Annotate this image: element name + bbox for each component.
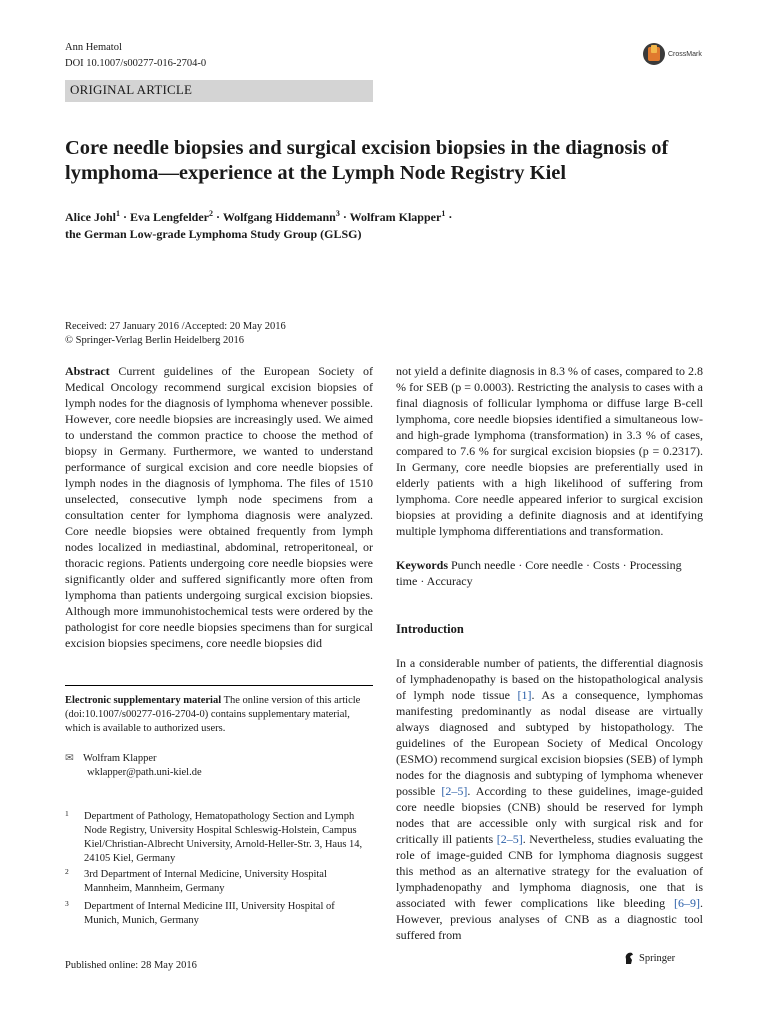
- study-group: the German Low-grade Lymphoma Study Group (GLSG): [65, 227, 362, 241]
- affiliation-number: 3: [65, 899, 69, 908]
- springer-horse-icon: [623, 952, 635, 965]
- abstract-right: not yield a definite diagnosis in 8.3 % of cases, compared to 2.8 % for SEB (p = 0.0003). Restricting the analysis to cases with a final diagnosis of follicular lymphoma or diffuse large B-cell lymphoma, core needle biopsies identified a simultaneous low- and high-grade lymphoma (transformation) in 3.3 % of cases, compared to 7.6 % for surgical excision biopsies (p = 0.2317). In Germany, core needle biopsies are preferentially used in elderly patients with a high likelihood of suffering from lymphoma. Core needle appeared inferior to surgical excision biopsies at providing a definite diagnosis and at identifying multiple lymphoma differentiations and transformation.: [396, 364, 703, 538]
- crossmark-icon: [643, 43, 665, 65]
- author-affil: 2: [209, 209, 214, 218]
- author-name[interactable]: Eva Lengfelder: [130, 210, 210, 224]
- affiliation-text: 3rd Department of Internal Medicine, University Hospital Mannheim, Mannheim, Germany: [84, 869, 327, 894]
- supplementary-note: [65, 694, 373, 736]
- author-name[interactable]: Wolfgang Hiddemann: [222, 210, 336, 224]
- corresponding-author: [65, 752, 373, 780]
- citation-link[interactable]: [1]: [517, 688, 532, 702]
- intro-text: . Nevertheless, studies evaluating the role of image-guided CNB for lymphoma diagnosis suggest this method as an alternative strategy for the evaluation of lymphadenopathy and lymphoma diagnosis, one that is associated with fewer complications like bleeding: [396, 832, 703, 910]
- affiliation-text: Department of Internal Medicine III, University Hospital of Munich, Munich, Germany: [84, 901, 335, 926]
- divider: [65, 685, 373, 686]
- intro-text: . According to these guidelines, image-guided core needle biopsies (CNB) should be reserved for lymph nodes that are accessible only with surgical risk and for critically ill patients: [396, 784, 703, 846]
- received-accepted: Received: 27 January 2016 /Accepted: 20 May 2016: [65, 321, 286, 332]
- intro-text: . However, previous analyses of CNB as a diagnostic tool suffered from: [396, 896, 703, 942]
- affiliation: [65, 810, 373, 866]
- abstract-left: [65, 363, 373, 651]
- esm-text: The online version of this article (doi:10.1007/s00277-016-2704-0) contains supplementary material, which is available to authorized users.: [65, 695, 361, 734]
- citation-link[interactable]: [2–5]: [441, 784, 468, 798]
- crossmark-badge[interactable]: [643, 41, 709, 67]
- author-affil: 1: [441, 209, 446, 218]
- introduction-text: [396, 655, 703, 943]
- intro-text: In a considerable number of patients, the differential diagnosis of lymphadenopathy is based on the histopathological analysis of lymph node tissue: [396, 656, 703, 702]
- abstract-text: Current guidelines of the European Society of Medical Oncology recommend surgical excision biopsies of lymph nodes for the diagnosis of lymphoma whenever possible. However, core needle biopsies are increasingly used. We aimed to understand the common practice to choose the method of biopsy in Germany. Furthermore, we wanted to understand performance of surgical excision and core needle biopsies of lymph nodes in the diagnosis of lymphoma. The files of 1510 unselected, consecutive lymph node specimens from a consultation center for lymphoma diagnosis were analyzed. Core needle biopsies were obtained frequently from lymph nodes localized in mediastinal, abdominal, retroperitoneal, or thoracic regions. Patients undergoing core needle biopsies were significantly older and suffered significantly more often from lymphoma than patients undergoing surgical excision biopsies. Although more immunohistochemical tests were ordered by the pathologist for core needle biopsies specimens than for surgical excision biopsies specimens, core needle biopsies did: [65, 364, 374, 650]
- article-title: Core needle biopsies and surgical excision biopsies in the diagnosis of lymphoma—experience at the Lymph Node Registry Kiel: [65, 137, 669, 184]
- keywords: [396, 557, 703, 589]
- keywords-label: Keywords: [396, 558, 448, 572]
- publisher-name: Springer: [639, 953, 676, 964]
- citation-link[interactable]: [6–9]: [674, 896, 700, 910]
- affiliation-number: 2: [65, 867, 69, 876]
- affiliation: [65, 868, 373, 896]
- author-affil: 3: [335, 209, 340, 218]
- contact-name: Wolfram Klapper: [83, 753, 157, 764]
- published-online: Published online: 28 May 2016: [65, 960, 197, 971]
- author-name[interactable]: Wolfram Klapper: [349, 210, 442, 224]
- article-type: ORIGINAL ARTICLE: [70, 82, 193, 97]
- section-heading: Introduction: [396, 622, 464, 636]
- envelope-icon: ✉: [65, 753, 74, 764]
- citation-link[interactable]: [2–5]: [496, 832, 523, 846]
- author-list: Alice Johl$^1$ · Eva Lengfelder$^2$ · Wolfgang Hiddemann$^3$ · Wolfram Klapper$^1$ · the German Low-grade Lymphoma Study Group (GLSG): [65, 209, 453, 241]
- affiliation-number: 1: [65, 809, 69, 818]
- journal-name: Ann Hematol: [65, 42, 122, 53]
- esm-label: Electronic supplementary material: [65, 695, 222, 706]
- copyright: © Springer-Verlag Berlin Heidelberg 2016: [65, 335, 245, 346]
- author-name[interactable]: Alice Johl: [65, 210, 116, 224]
- article-type-banner: [65, 80, 373, 102]
- article-dates: [65, 320, 286, 348]
- contact-email[interactable]: wklapper@path.uni-kiel.de: [87, 767, 202, 778]
- doi[interactable]: DOI 10.1007/s00277-016-2704-0: [65, 58, 207, 69]
- affiliation: [65, 900, 373, 928]
- keywords-text: Punch needle · Core needle · Costs · Processing time · Accuracy: [396, 558, 682, 588]
- author-affil: 1: [116, 209, 120, 218]
- crossmark-label: CrossMark: [668, 50, 702, 58]
- publisher-logo: [623, 952, 675, 965]
- affiliation-text: Department of Pathology, Hematopathology Section and Lymph Node Registry, University Hospital Schleswig-Holstein, Campus Kiel/Christian-Albrecht University, Arnold-Heller-Str. 3, Haus 14, 24105 Kiel, Germany: [84, 811, 363, 864]
- abstract-label: Abstract: [65, 364, 110, 378]
- intro-text: . As a consequence, lymphomas manifesting predominantly as nodal disease are virtually always diagnosed and subtyped by histopathology. The guidelines of the European Society of Medical Oncology (ESMO) recommend surgical excision biopsies (SEB) of lymph nodes for the diagnosis and subtyping of lymphoma whenever possible: [396, 688, 703, 798]
